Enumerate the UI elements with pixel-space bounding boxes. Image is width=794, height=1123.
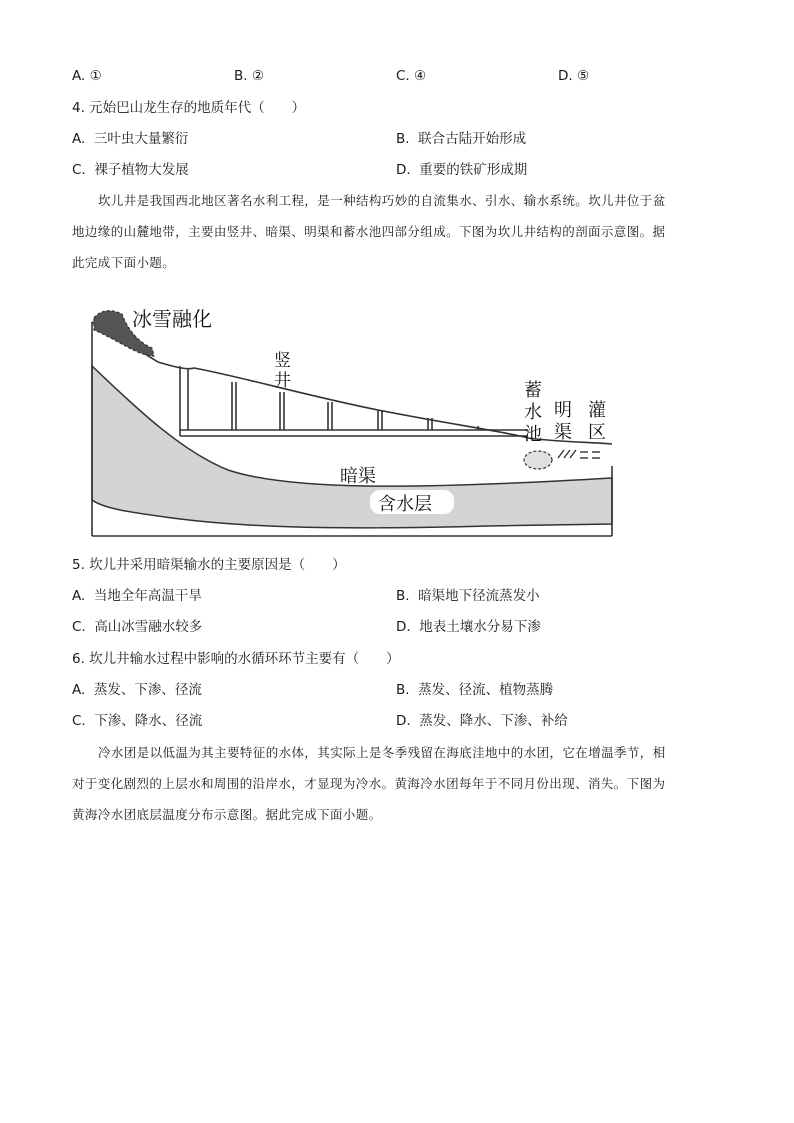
label-shaft: 井 [274,371,291,391]
option-text: ① [89,68,102,84]
option-text: 蒸发、径流、植物蒸腾 [418,682,554,698]
option-letter: C. [72,619,86,635]
option-letter: B. [396,131,410,147]
passage-line: 对于变化剧烈的上层水和周围的沿岸水，才显现为冷水。黄海冷水团每年于不同月份出现、消失。下图为 [72,776,666,791]
option-text: 下渗、降水、径流 [94,713,203,729]
option-letter: A. [72,68,86,84]
q5-stem: 5. 坎儿井采用暗渠输水的主要原因是（ ） [72,557,346,573]
q3-option-a[interactable] [72,67,102,85]
q3-option-d[interactable] [558,67,589,85]
label-shaft: 竖 [274,351,291,371]
passage-karez [72,185,722,278]
label-reservoir: 池 [524,424,542,445]
option-text: 高山冰雪融水较多 [94,619,203,635]
label-reservoir: 蓄 [524,380,542,401]
passage-line: 冷水团是以低温为其主要特征的水体，其实际上是冬季残留在海底洼地中的水团，它在增温季节，相 [98,745,666,760]
reservoir [524,451,552,469]
option-letter: D. [396,619,411,635]
option-text: ② [251,68,264,84]
option-letter: C. [72,162,86,178]
karez-cross-section-figure [88,300,618,540]
q3-option-c[interactable] [396,67,426,85]
q6-stem: 6. 坎儿井输水过程中影响的水循环环节主要有（ ） [72,651,400,667]
q5-option-c[interactable] [72,618,202,636]
q5-option-b[interactable] [396,587,540,605]
option-text: 当地全年高温干旱 [93,588,202,604]
passage-cold-water-mass [72,737,722,830]
open-channel [558,450,600,458]
label-open-channel: 明 [554,400,572,421]
option-letter: B. [396,588,410,604]
option-letter: D. [396,713,411,729]
label-aquifer: 含水层 [378,494,432,515]
option-text: 蒸发、降水、下渗、补给 [419,713,568,729]
option-letter: D. [558,68,573,84]
q6-option-d[interactable] [396,712,568,730]
q5-option-d[interactable] [396,618,541,636]
label-snowmelt: 冰雪融化 [132,307,212,331]
q3-option-b[interactable] [234,67,264,85]
option-letter: C. [72,713,86,729]
passage-line: 黄海冷水团底层温度分布示意图。据此完成下面小题。 [72,807,382,822]
option-letter: B. [234,68,248,84]
option-text: ④ [414,68,427,84]
option-letter: C. [396,68,410,84]
label-irrigation: 灌 [588,400,606,421]
option-text: 联合古陆开始形成 [418,131,527,147]
option-letter: D. [396,162,411,178]
option-text: ⑤ [576,68,590,84]
label-open-channel: 渠 [554,422,572,443]
q4-option-d[interactable] [396,161,527,179]
q6-option-c[interactable] [72,712,202,730]
option-text: 暗渠地下径流蒸发小 [418,588,540,604]
q6-option-b[interactable] [396,681,553,699]
option-text: 地表土壤水分易下渗 [419,619,541,635]
label-reservoir: 水 [524,402,542,423]
passage-line: 地边缘的山麓地带，主要由竖井、暗渠、明渠和蓄水池四部分组成。下图为坎儿井结构的剖面示意图。据 [72,224,666,239]
option-text: 三叶虫大量繁衍 [93,131,189,147]
option-letter: B. [396,682,410,698]
option-letter: A. [72,588,86,604]
option-text: 裸子植物大发展 [94,162,189,178]
q4-option-c[interactable] [72,161,189,179]
q4-option-b[interactable] [396,130,526,148]
option-letter: A. [72,682,86,698]
q4-option-a[interactable] [72,130,188,148]
label-tunnel: 暗渠 [340,466,376,487]
label-irrigation: 区 [588,422,606,443]
passage-line: 坎儿井是我国西北地区著名水利工程，是一种结构巧妙的自流集水、引水、输水系统。坎儿井位于盆 [98,193,666,208]
option-letter: A. [72,131,86,147]
option-text: 重要的铁矿形成期 [419,162,528,178]
q4-stem: 4. 元始巴山龙生存的地质年代（ ） [72,100,306,116]
option-text: 蒸发、下渗、径流 [93,682,202,698]
q5-option-a[interactable] [72,587,202,605]
q6-option-a[interactable] [72,681,202,699]
passage-line: 此完成下面小题。 [72,255,176,270]
